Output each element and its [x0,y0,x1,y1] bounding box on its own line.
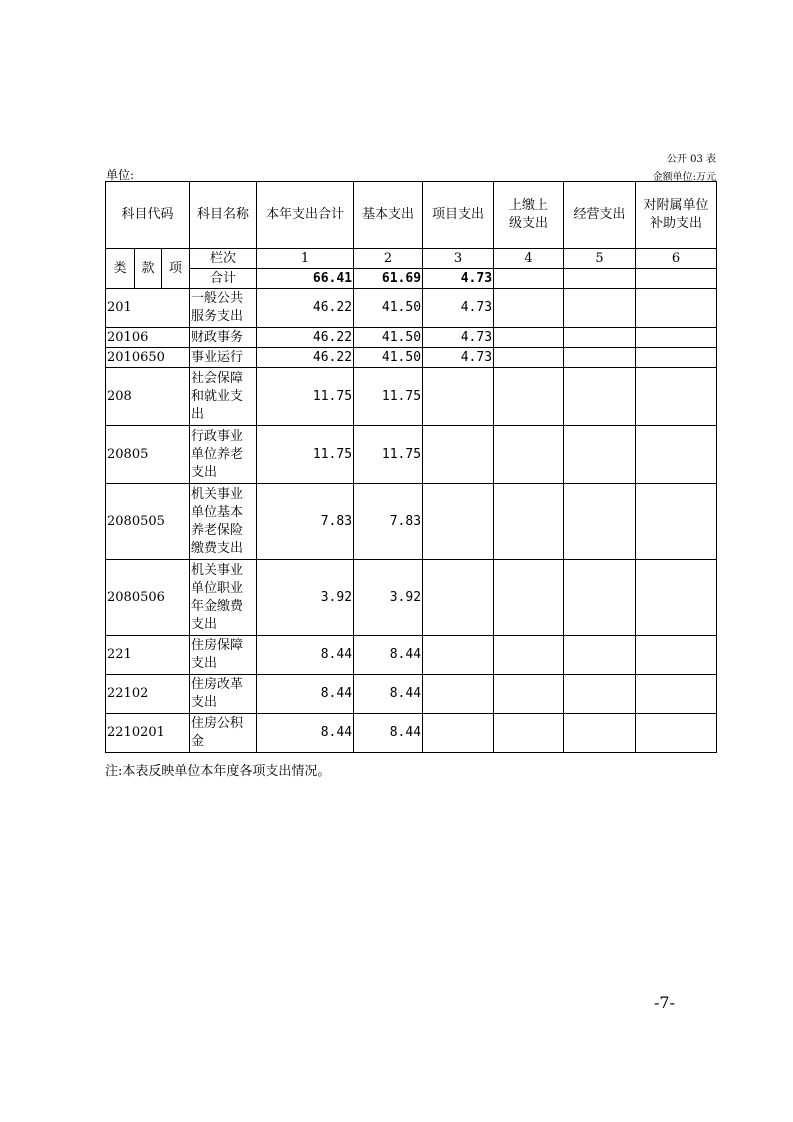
row-project [423,426,494,484]
table-row [106,328,717,348]
sum-upper [494,269,564,289]
row-upper [494,636,564,675]
row-project [423,675,494,714]
row-name: 事业运行 [190,348,257,368]
table-row [106,675,717,714]
col-index-6: 6 [636,249,717,269]
row-code: 2010650 [106,348,190,368]
table-row [106,714,717,753]
row-business [564,636,636,675]
row-name: 机关事业单位职业年金缴费支出 [190,560,257,636]
row-business [564,348,636,368]
row-name: 住房保障支出 [190,636,257,675]
row-business [564,675,636,714]
row-total: 46.22 [257,289,354,328]
form-number: 公开 03 表 [666,154,716,165]
table-row [106,368,717,426]
row-basic: 3.92 [354,560,423,636]
row-upper [494,289,564,328]
header-basic: 基本支出 [354,182,423,249]
row-name: 行政事业单位养老支出 [190,426,257,484]
header-upper: 上缴上级支出 [494,182,564,249]
row-basic: 11.75 [354,368,423,426]
row-total: 3.92 [257,560,354,636]
row-upper [494,368,564,426]
header-subsidy: 对附属单位补助支出 [636,182,717,249]
row-name: 一般公共服务支出 [190,289,257,328]
sum-basic: 61.69 [354,269,423,289]
table-row [106,484,717,560]
row-total: 7.83 [257,484,354,560]
row-name: 住房改革支出 [190,675,257,714]
row-subsidy [636,289,717,328]
col-index-2: 2 [354,249,423,269]
header-kuan: 款 [135,249,162,289]
row-business [564,328,636,348]
row-code: 2080506 [106,560,190,636]
row-business [564,368,636,426]
row-project: 4.73 [423,328,494,348]
row-code: 208 [106,368,190,426]
row-name: 住房公积金 [190,714,257,753]
row-total: 8.44 [257,675,354,714]
row-subsidy [636,348,717,368]
col-index-4: 4 [494,249,564,269]
header-lanci: 栏次 [190,249,257,269]
row-subsidy [636,426,717,484]
row-project [423,560,494,636]
row-business [564,426,636,484]
sum-total: 66.41 [257,269,354,289]
row-subsidy [636,560,717,636]
row-code: 201 [106,289,190,328]
row-project [423,636,494,675]
header-xiang: 项 [162,249,190,289]
table-row [106,560,717,636]
header-code: 科目代码 [106,182,190,249]
sum-business [564,269,636,289]
sum-label: 合计 [190,269,257,289]
table-row [106,348,717,368]
row-upper [494,348,564,368]
table-row [106,289,717,328]
row-total: 11.75 [257,426,354,484]
col-index-3: 3 [423,249,494,269]
row-business [564,289,636,328]
row-code: 22102 [106,675,190,714]
expenditure-table [105,181,717,753]
row-upper [494,675,564,714]
amount-unit: 金额单位:万元 [652,172,716,183]
row-total: 8.44 [257,714,354,753]
row-project [423,714,494,753]
row-subsidy [636,714,717,753]
header-project: 项目支出 [423,182,494,249]
row-name: 财政事务 [190,328,257,348]
row-project: 4.73 [423,348,494,368]
row-code: 221 [106,636,190,675]
header-lei: 类 [106,249,135,289]
row-project: 4.73 [423,289,494,328]
row-total: 46.22 [257,328,354,348]
row-subsidy [636,636,717,675]
row-business [564,560,636,636]
row-basic: 8.44 [354,675,423,714]
row-code: 2210201 [106,714,190,753]
unit-label: 单位: [106,168,135,182]
row-code: 20805 [106,426,190,484]
col-index-5: 5 [564,249,636,269]
col-index-1: 1 [257,249,354,269]
header-business: 经营支出 [564,182,636,249]
row-basic: 41.50 [354,328,423,348]
sum-project: 4.73 [423,269,494,289]
row-basic: 11.75 [354,426,423,484]
header-row [106,182,717,249]
row-name: 社会保障和就业支出 [190,368,257,426]
row-project [423,484,494,560]
row-upper [494,328,564,348]
row-basic: 8.44 [354,714,423,753]
row-business [564,714,636,753]
row-business [564,484,636,560]
sum-subsidy [636,269,717,289]
row-upper [494,426,564,484]
header-name: 科目名称 [190,182,257,249]
row-basic: 7.83 [354,484,423,560]
row-total: 8.44 [257,636,354,675]
table-note: 注:本表反映单位本年度各项支出情况。 [105,764,331,779]
column-index-row [106,249,717,269]
row-subsidy [636,368,717,426]
row-upper [494,484,564,560]
row-subsidy [636,328,717,348]
table-row [106,426,717,484]
row-project [423,368,494,426]
row-upper [494,560,564,636]
sum-row [106,269,717,289]
row-code: 20106 [106,328,190,348]
row-subsidy [636,484,717,560]
row-upper [494,714,564,753]
row-basic: 8.44 [354,636,423,675]
page-number: -7- [654,993,675,1012]
row-total: 46.22 [257,348,354,368]
header-total: 本年支出合计 [257,182,354,249]
row-total: 11.75 [257,368,354,426]
row-subsidy [636,675,717,714]
row-code: 2080505 [106,484,190,560]
row-basic: 41.50 [354,289,423,328]
row-name: 机关事业单位基本养老保险缴费支出 [190,484,257,560]
table-row [106,636,717,675]
row-basic: 41.50 [354,348,423,368]
